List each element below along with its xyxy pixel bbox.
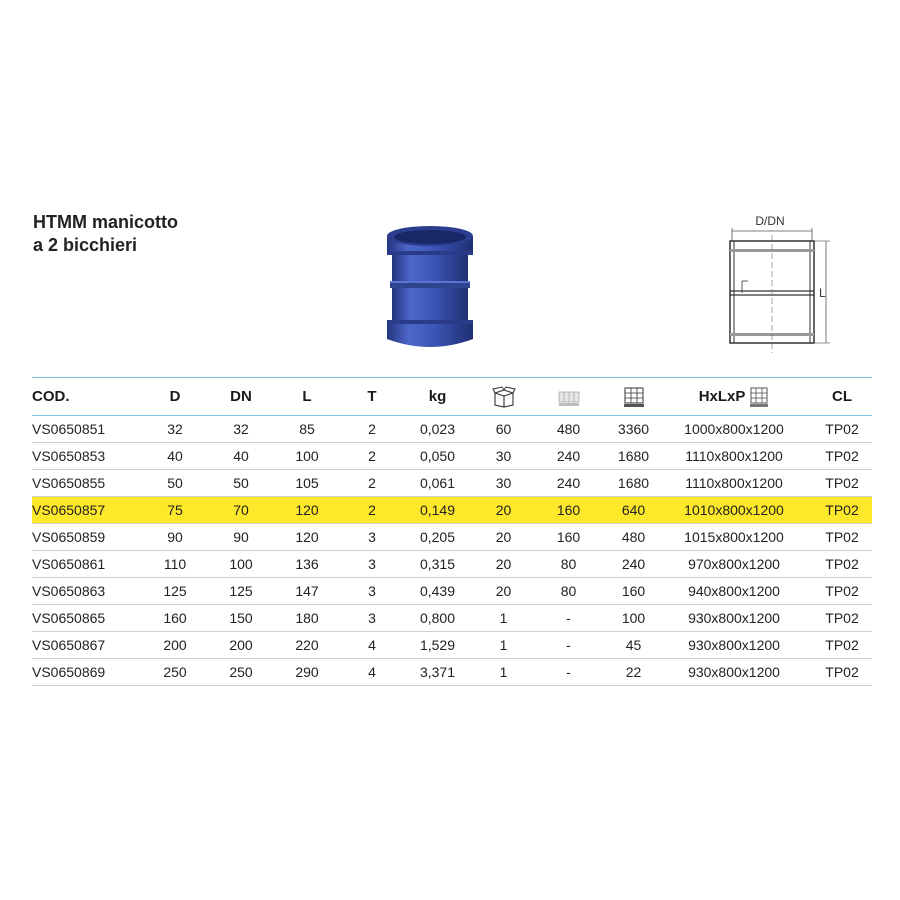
cell-t: 3 bbox=[368, 556, 376, 572]
cell-layer: 240 bbox=[556, 475, 581, 491]
col-header-box bbox=[481, 378, 526, 416]
cell-layer: - bbox=[566, 664, 571, 680]
col-header-cl: CL bbox=[832, 388, 852, 405]
cell-l: 220 bbox=[295, 637, 319, 653]
cell-dims: 1015x800x1200 bbox=[684, 529, 784, 545]
drawing-diameter-label: D/DN bbox=[755, 214, 785, 228]
cell-cod: VS0650865 bbox=[32, 610, 106, 626]
box-icon bbox=[492, 386, 516, 408]
cell-dims: 1110x800x1200 bbox=[685, 448, 783, 464]
cell-dn: 150 bbox=[229, 610, 253, 626]
cell-box: 30 bbox=[495, 448, 512, 464]
cell-dims: 930x800x1200 bbox=[688, 610, 780, 626]
cell-l: 290 bbox=[295, 664, 319, 680]
cell-cod: VS0650851 bbox=[32, 421, 106, 437]
table-row bbox=[32, 551, 872, 578]
cell-dn: 70 bbox=[218, 497, 264, 524]
cell-kg: 0,439 bbox=[419, 583, 456, 599]
cell-pallet: 240 bbox=[621, 556, 646, 572]
col-header-t: T bbox=[367, 388, 377, 405]
cell-d: 32 bbox=[167, 421, 183, 437]
cell-dn: 200 bbox=[229, 637, 253, 653]
cell-kg: 0,061 bbox=[419, 475, 456, 491]
col-header-dn: DN bbox=[230, 388, 252, 405]
title-line-1: HTMM manicotto bbox=[33, 212, 178, 232]
cell-d: 110 bbox=[163, 556, 187, 572]
cell-cod: VS0650869 bbox=[32, 664, 106, 680]
cell-kg: 0,205 bbox=[419, 529, 456, 545]
cell-t: 4 bbox=[368, 637, 376, 653]
col-header-kg: kg bbox=[428, 388, 447, 405]
cell-cl: TP02 bbox=[825, 664, 859, 680]
cell-box: 1 bbox=[499, 637, 508, 653]
cell-box: 20 bbox=[481, 497, 526, 524]
col-header-cod: COD. bbox=[32, 388, 70, 405]
cell-d: 75 bbox=[132, 497, 218, 524]
cell-t: 3 bbox=[368, 529, 376, 545]
title-line-2: a 2 bicchieri bbox=[33, 235, 138, 255]
cell-cl: TP02 bbox=[825, 529, 859, 545]
cell-t: 2 bbox=[350, 497, 394, 524]
cell-cod: VS0650855 bbox=[32, 475, 106, 491]
cell-box: 1 bbox=[499, 664, 508, 680]
cell-dn: 100 bbox=[229, 556, 253, 572]
cell-d: 50 bbox=[167, 475, 183, 491]
col-header-hxlxp bbox=[656, 378, 812, 416]
cell-pallet: 22 bbox=[625, 664, 642, 680]
col-header-l: L bbox=[302, 388, 312, 405]
cell-box: 20 bbox=[495, 583, 512, 599]
cell-dims: 1110x800x1200 bbox=[685, 475, 783, 491]
cell-layer: 160 bbox=[526, 497, 611, 524]
cell-dn: 250 bbox=[229, 664, 253, 680]
cell-pallet: 480 bbox=[621, 529, 646, 545]
cell-t: 3 bbox=[368, 583, 376, 599]
table-row bbox=[32, 470, 872, 497]
cell-layer: 80 bbox=[560, 583, 577, 599]
cell-d: 125 bbox=[163, 583, 187, 599]
cell-cl: TP02 bbox=[825, 637, 859, 653]
cell-d: 40 bbox=[167, 448, 183, 464]
cell-l: 120 bbox=[295, 529, 319, 545]
cell-dn: 50 bbox=[233, 475, 249, 491]
table-row bbox=[32, 524, 872, 551]
spec-table bbox=[32, 377, 872, 686]
cell-l: 100 bbox=[295, 448, 319, 464]
coupling-product-image bbox=[384, 223, 476, 351]
cell-cl: TP02 bbox=[812, 497, 872, 524]
table-row bbox=[32, 605, 872, 632]
col-header-pallet-layer bbox=[526, 378, 611, 416]
cell-cod: VS0650853 bbox=[32, 448, 106, 464]
cell-dims: 970x800x1200 bbox=[688, 556, 780, 572]
cell-t: 2 bbox=[368, 421, 376, 437]
cell-pallet: 1680 bbox=[617, 448, 650, 464]
cell-l: 136 bbox=[295, 556, 319, 572]
cell-kg: 0,149 bbox=[394, 497, 481, 524]
cell-cl: TP02 bbox=[825, 610, 859, 626]
cell-dims: 940x800x1200 bbox=[688, 583, 780, 599]
cell-layer: 80 bbox=[560, 556, 577, 572]
cell-dims: 930x800x1200 bbox=[688, 664, 780, 680]
cell-d: 90 bbox=[167, 529, 183, 545]
cell-cod: VS0650859 bbox=[32, 529, 106, 545]
cell-l: 105 bbox=[295, 475, 319, 491]
cell-dn: 125 bbox=[229, 583, 253, 599]
table-row bbox=[32, 659, 872, 686]
cell-t: 2 bbox=[368, 475, 376, 491]
cell-box: 20 bbox=[495, 529, 512, 545]
cell-d: 160 bbox=[163, 610, 187, 626]
pallet-dimensions-icon bbox=[749, 386, 769, 408]
col-header-hxlxp-label: HxLxP bbox=[698, 387, 746, 405]
drawing-length-label: L bbox=[819, 286, 826, 300]
cell-box: 1 bbox=[499, 610, 508, 626]
col-header-d: D bbox=[169, 388, 181, 405]
pallet-icon bbox=[622, 386, 646, 408]
cell-dn: 32 bbox=[233, 421, 249, 437]
cell-cod: VS0650861 bbox=[32, 556, 106, 572]
cell-kg: 3,371 bbox=[419, 664, 456, 680]
coupling-technical-drawing bbox=[718, 213, 838, 358]
cell-dn: 90 bbox=[233, 529, 249, 545]
cell-pallet: 160 bbox=[621, 583, 646, 599]
cell-box: 20 bbox=[495, 556, 512, 572]
cell-dims: 1010x800x1200 bbox=[656, 497, 812, 524]
cell-cl: TP02 bbox=[825, 421, 859, 437]
col-header-pallet bbox=[611, 378, 656, 416]
cell-l: 180 bbox=[295, 610, 319, 626]
cell-cod: VS0650857 bbox=[32, 497, 132, 524]
cell-dims: 1000x800x1200 bbox=[684, 421, 784, 437]
cell-cod: VS0650867 bbox=[32, 637, 106, 653]
pallet-layer-icon bbox=[557, 386, 581, 408]
cell-t: 2 bbox=[368, 448, 376, 464]
table-row bbox=[32, 443, 872, 470]
cell-kg: 1,529 bbox=[419, 637, 456, 653]
table-row bbox=[32, 632, 872, 659]
cell-pallet: 45 bbox=[625, 637, 642, 653]
cell-pallet: 640 bbox=[611, 497, 656, 524]
product-title bbox=[33, 211, 178, 257]
cell-layer: 480 bbox=[556, 421, 581, 437]
cell-kg: 0,800 bbox=[419, 610, 456, 626]
cell-l: 147 bbox=[295, 583, 319, 599]
cell-l: 120 bbox=[264, 497, 350, 524]
cell-cl: TP02 bbox=[825, 475, 859, 491]
cell-cod: VS0650863 bbox=[32, 583, 106, 599]
table-row bbox=[32, 578, 872, 605]
cell-dims: 930x800x1200 bbox=[688, 637, 780, 653]
cell-t: 3 bbox=[368, 610, 376, 626]
cell-t: 4 bbox=[368, 664, 376, 680]
cell-d: 250 bbox=[163, 664, 187, 680]
table-row-highlighted bbox=[32, 497, 872, 524]
cell-kg: 0,023 bbox=[419, 421, 456, 437]
cell-box: 60 bbox=[495, 421, 512, 437]
cell-box: 30 bbox=[495, 475, 512, 491]
cell-layer: 240 bbox=[556, 448, 581, 464]
cell-layer: - bbox=[566, 637, 571, 653]
cell-pallet: 100 bbox=[621, 610, 646, 626]
cell-layer: 160 bbox=[556, 529, 581, 545]
cell-l: 85 bbox=[299, 421, 315, 437]
cell-pallet: 1680 bbox=[617, 475, 650, 491]
cell-d: 200 bbox=[163, 637, 187, 653]
cell-layer: - bbox=[566, 610, 571, 626]
table-header-row bbox=[32, 378, 872, 416]
cell-cl: TP02 bbox=[825, 556, 859, 572]
cell-cl: TP02 bbox=[825, 448, 859, 464]
cell-dn: 40 bbox=[233, 448, 249, 464]
cell-kg: 0,050 bbox=[419, 448, 456, 464]
cell-pallet: 3360 bbox=[617, 421, 650, 437]
cell-cl: TP02 bbox=[825, 583, 859, 599]
table-row bbox=[32, 416, 872, 443]
cell-kg: 0,315 bbox=[419, 556, 456, 572]
